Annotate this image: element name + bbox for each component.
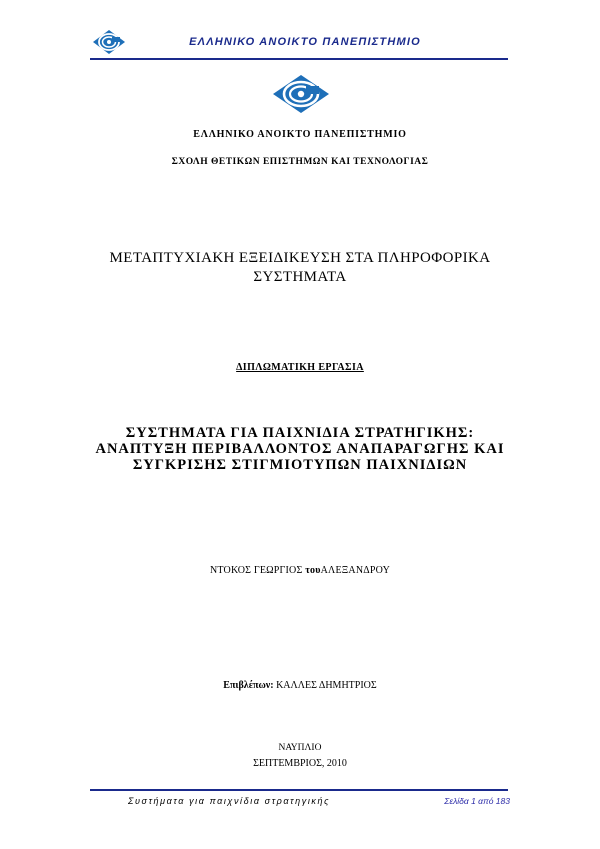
university-name: ΕΛΛΗΝΙΚΟ ΑΝΟΙΚΤΟ ΠΑΝΕΠΙΣΤΗΜΙΟ bbox=[193, 129, 407, 140]
footer-doc-title: Συστήματα για παιχνίδια στρατηγικής bbox=[128, 796, 331, 806]
eap-logo-icon bbox=[92, 29, 126, 55]
supervisor bbox=[90, 680, 510, 691]
footer-divider bbox=[90, 789, 508, 791]
city: ΝΑΥΠΛΙΟ bbox=[278, 743, 322, 753]
title-line-2: ΑΝΑΠΤΥΞΗ ΠΕΡΙΒΑΛΛΟΝΤΟΣ ΑΝΑΠΑΡΑΓΩΓΗΣ ΚΑΙ bbox=[95, 441, 505, 457]
program-line-1: ΜΕΤΑΠΤΥΧΙΑΚΗ ΕΞΕΙΔΙΚΕΥΣΗ ΣΤΑ ΠΛΗΡΟΦΟΡΙΚΑ bbox=[109, 250, 491, 266]
supervisor-label: Επιβλέπων: bbox=[223, 680, 274, 691]
author bbox=[90, 565, 510, 576]
program-name bbox=[90, 249, 510, 287]
date: ΣΕΠΤΕΜΒΡΙΟΣ, 2010 bbox=[253, 758, 347, 769]
header-divider bbox=[90, 58, 508, 60]
title-line-3: ΣΥΓΚΡΙΣΗΣ ΣΤΙΓΜΙΟΤΥΠΩΝ ΠΑΙΧΝΙΔΙΩΝ bbox=[132, 457, 468, 473]
footer-page-number: Σελίδα 1 από 183 bbox=[444, 796, 510, 806]
thesis-title bbox=[90, 425, 510, 473]
title-line-1: ΣΥΣΤΗΜΑΤΑ ΓΙΑ ΠΑΙΧΝΙΔΙΑ ΣΤΡΑΤΗΓΙΚΗΣ: bbox=[125, 425, 475, 441]
header-title: ΕΛΛΗΝΙΚΟ ΑΝΟΙΚΤΟ ΠΑΝΕΠΙΣΤΗΜΙΟ bbox=[189, 36, 421, 48]
thesis-label-text: ΔΙΠΛΩΜΑΤΙΚΗ ΕΡΓΑΣΙΑ bbox=[236, 362, 364, 373]
thesis-label bbox=[90, 362, 510, 373]
program-line-2: ΣΥΣΤΗΜΑΤΑ bbox=[253, 269, 347, 285]
supervisor-name: ΚΑΛΛΕΣ ΔΗΜΗΤΡΙΟΣ bbox=[276, 680, 377, 691]
university-logo-icon bbox=[272, 74, 330, 114]
school-name: ΣΧΟΛΗ ΘΕΤΙΚΩΝ ΕΠΙΣΤΗΜΩΝ ΚΑΙ ΤΕΧΝΟΛΟΓΙΑΣ bbox=[171, 157, 429, 167]
author-name: ΝΤΟΚΟΣ ΓΕΩΡΓΙΟΣ bbox=[210, 565, 303, 576]
author-father: ΑΛΕΞΑΝΔΡΟΥ bbox=[320, 565, 390, 576]
author-of: του bbox=[305, 565, 321, 576]
